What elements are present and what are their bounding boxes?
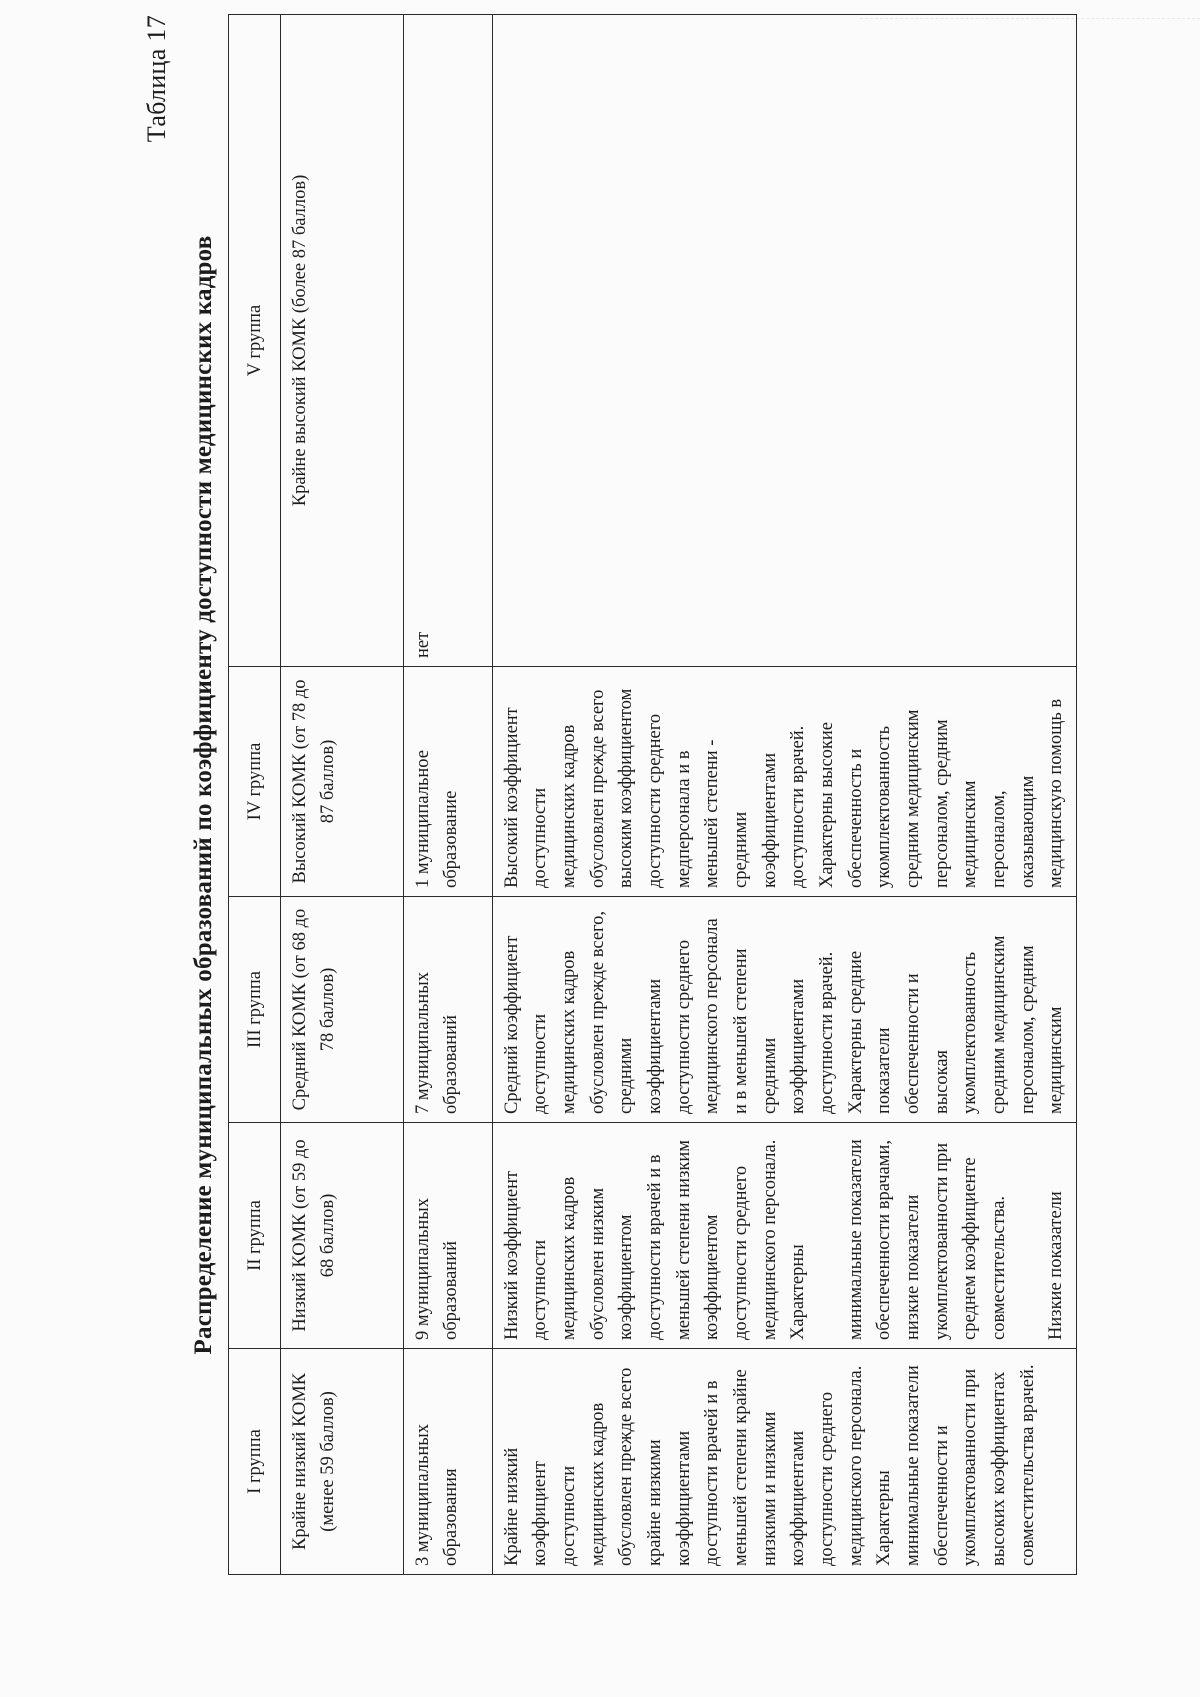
description-cell-5 (492, 15, 1076, 667)
range-cell-3: Средний КОМК (от 68 до 78 баллов) (280, 897, 403, 1123)
count-cell-1: 3 муниципальных образования (403, 1349, 492, 1575)
description-cell-3: Средний коэффициент доступности медицинских кадров обусловлен прежде всего, средними коэффициентами доступности среднего медицинского персонала и в меньшей степени средними коэффициентами доступности врачей. Характерны средние показатели обеспеченности и высокая укомплектованность средним медицинским персоналом, средним медицинским (492, 897, 1076, 1123)
range-cell-5: Крайне высокий КОМК (более 87 баллов) (280, 15, 403, 667)
header-group-1: I группа (229, 1349, 281, 1575)
count-cell-3: 7 муниципальных образований (403, 897, 492, 1123)
range-cell-1: Крайне низкий КОМК (менее 59 баллов) (280, 1349, 403, 1575)
description-cell-4: Высокий коэффициент доступности медицинских кадров обусловлен прежде всего высоким коэффициентом доступности среднего медперсонала и в меньшей степени - средними коэффициентами доступности врачей. Характерны высокие обеспеченность и укомплектованность средним медицинским персоналом, средним медицинским персоналом, оказывающим медицинскую помощь в (492, 667, 1076, 897)
count-cell-5: нет (403, 15, 492, 667)
table-row-range (280, 15, 403, 1575)
header-group-4: IV группа (229, 667, 281, 897)
table-title: Распределение муниципальных образований по коэффициенту доступности медицинских кадров (190, 235, 217, 1355)
description-cell-1: Крайне низкий коэффициент доступности медицинских кадров обусловлен прежде всего крайне низкими коэффициентами доступности врачей и в меньшей степени крайне низкими и низкими коэффициентами доступности среднего медицинского персонала. Характерны минимальные показатели обеспеченности и укомплектованности при высоких коэффициентах совместительства врачей. (492, 1349, 1076, 1575)
range-cell-2: Низкий КОМК (от 59 до 68 баллов) (280, 1123, 403, 1349)
rotated-page-content (130, 15, 1067, 1575)
count-cell-4: 1 муниципальное образование (403, 667, 492, 897)
distribution-table (228, 14, 1077, 1575)
table-header-row (229, 15, 281, 1575)
count-cell-2: 9 муниципальных образований (403, 1123, 492, 1349)
description-cell-2: Низкий коэффициент доступности медицинских кадров обусловлен низким коэффициентом доступности врачей и в меньшей степени низким коэффициентом доступности среднего медицинского персонала. Характерны минимальные показатели обеспеченности врачами, низкие показатели укомплектованности при среднем коэффициенте совместительства. Низкие показатели (492, 1123, 1076, 1349)
table-row-count (403, 15, 492, 1575)
header-group-3: III группа (229, 897, 281, 1123)
header-group-2: II группа (229, 1123, 281, 1349)
header-group-5: V группа (229, 15, 281, 667)
range-cell-4: Высокий КОМК (от 78 до 87 баллов) (280, 667, 403, 897)
table-caption: Таблица 17 (142, 15, 171, 143)
table-row-description (492, 15, 1076, 1575)
